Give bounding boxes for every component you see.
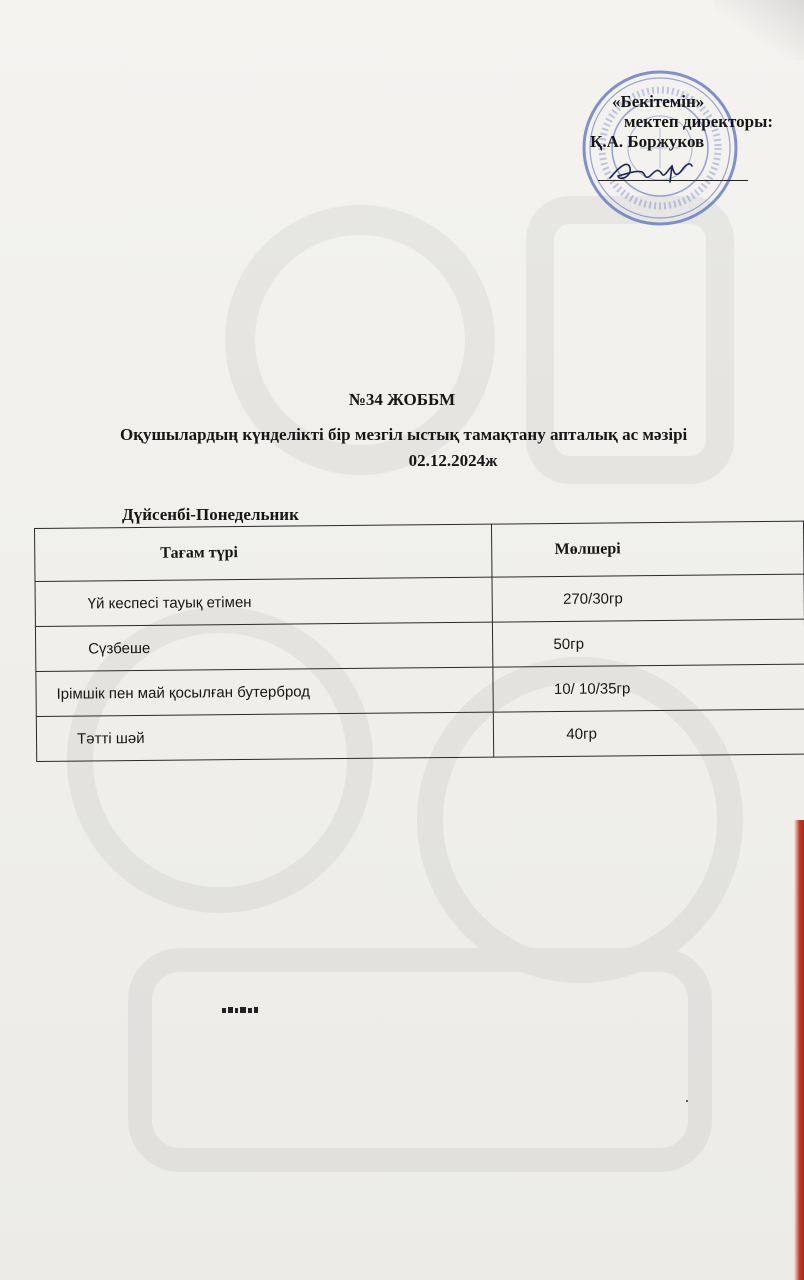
signature-line bbox=[598, 180, 748, 181]
table-row bbox=[36, 709, 804, 761]
dish-amount: 40гр bbox=[494, 709, 804, 757]
approval-title: «Бекітемін» bbox=[612, 92, 705, 111]
page-corner-shadow bbox=[714, 0, 804, 60]
approval-director-name: Қ.А. Боржуков bbox=[590, 132, 705, 151]
menu-date: 02.12.2024ж bbox=[408, 451, 498, 470]
school-name: №34 ЖОББМ bbox=[348, 390, 456, 409]
table-row bbox=[35, 574, 804, 626]
dish-amount: 270/30гр bbox=[492, 574, 804, 622]
approval-position: мектеп директоры: bbox=[624, 112, 774, 131]
dish-name: Ірімшік пен май қосылған бутерброд bbox=[36, 667, 494, 716]
dish-name: Үй кеспесі тауық етімен bbox=[35, 577, 493, 626]
header-amount: Мөлшері bbox=[492, 521, 804, 577]
dish-amount: 50гр bbox=[493, 619, 804, 667]
red-edge-strip bbox=[794, 820, 804, 1280]
table-row bbox=[35, 619, 804, 671]
handwritten-signature bbox=[606, 156, 702, 186]
dish-amount: 10/ 10/35гр bbox=[493, 664, 804, 712]
speck bbox=[686, 1100, 688, 1102]
table-row bbox=[36, 664, 804, 716]
approval-block bbox=[590, 92, 804, 152]
day-of-week: Дүйсенбі-Понедельник bbox=[122, 505, 299, 524]
header-dish-type: Тағам түрі bbox=[35, 524, 493, 581]
menu-table bbox=[34, 521, 804, 762]
print-mark bbox=[222, 1006, 258, 1014]
dish-name: Сүзбеше bbox=[35, 622, 493, 671]
dish-name: Тәтті шәй bbox=[36, 712, 494, 761]
table-header-row bbox=[35, 521, 804, 581]
menu-title: Оқушылардың күнделікті бір мезгіл ыстық тамақтану апталық ас мәзірі bbox=[120, 425, 688, 444]
